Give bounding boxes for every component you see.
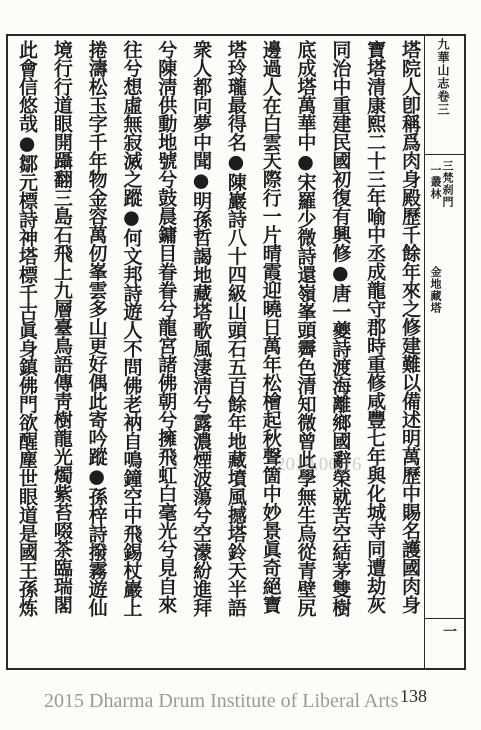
margin-column [424,34,466,670]
subsection-title: 一叢林 [429,164,442,200]
text-column: 寶塔清康熙二十三年喻中丞成龍守郡時重修咸豐七年與化城寺同遭劫灰 [364,40,387,614]
margin-page-mark: 一 [441,624,457,638]
text-column: 塔玲瓏最得名●陳巖詩八十四級山頭石五百餘年地藏墳風撼塔鈴天半語 [224,40,247,617]
book-title: 九華山志卷三 [436,38,450,116]
text-column: 塔院人卽稱爲肉身殿歷千餘年來之修建難以備述明萬歷中賜名護國肉身 [398,40,421,614]
text-column: 衆人都向夢中聞●明孫哲謁地藏塔歌風淒淸兮露濃煙波蕩兮空濛紛進拜 [190,40,213,617]
margin-divider [425,618,465,619]
text-column: 底成塔萬華中●宋羅少微詩還嶺峯頭霽色清知微曾此學無生烏從青壁尻 [294,40,317,617]
page-number: 138 [400,686,427,706]
text-column: 同治中重建民國初復有興修●唐一夔詩渡海離鄉國辭榮就苦空結茅雙樹 [329,40,352,617]
text-column: 邊過人在白雲天際行一片晴霞迎曉日萬年松檜起秋聲箇中妙景眞奇絕寶 [259,40,282,614]
entry-title: 金地藏塔 [429,266,442,314]
copyright-watermark: 2015 Dharma Drum Institute of Liberal Arts [44,690,399,712]
text-column: 境行行道眼開躡翻三島石飛上九層臺鳥語傳靑樹龍光燭紫苔啜茶臨瑞閣 [50,40,73,614]
date-watermark: 2010.06.16 [276,454,362,475]
text-body [14,40,422,664]
text-column: 兮陳淸供動地號兮鼓晨鏞目眷眷兮龍宮諸佛朝兮擁飛虹白毫光兮見自來 [155,40,178,614]
margin-divider [425,154,465,155]
text-column: 往兮想虛無寂滅之蹤●何文邦詩遊人不問佛老衲自鳴鐘空中飛錫杖巖上 [120,40,143,617]
text-column: 此會信悠哉●鄒元標詩神塔標千古眞身鎮佛門欲醒塵世眼道是國王孫炼 [16,40,38,617]
section-title: 三梵刹門 [441,160,454,208]
text-column: 捲濤松玉字千年物金容萬仞峯雲多山更好偶此寄吟蹤●孫梓詩撥霧遊仙 [85,40,108,617]
